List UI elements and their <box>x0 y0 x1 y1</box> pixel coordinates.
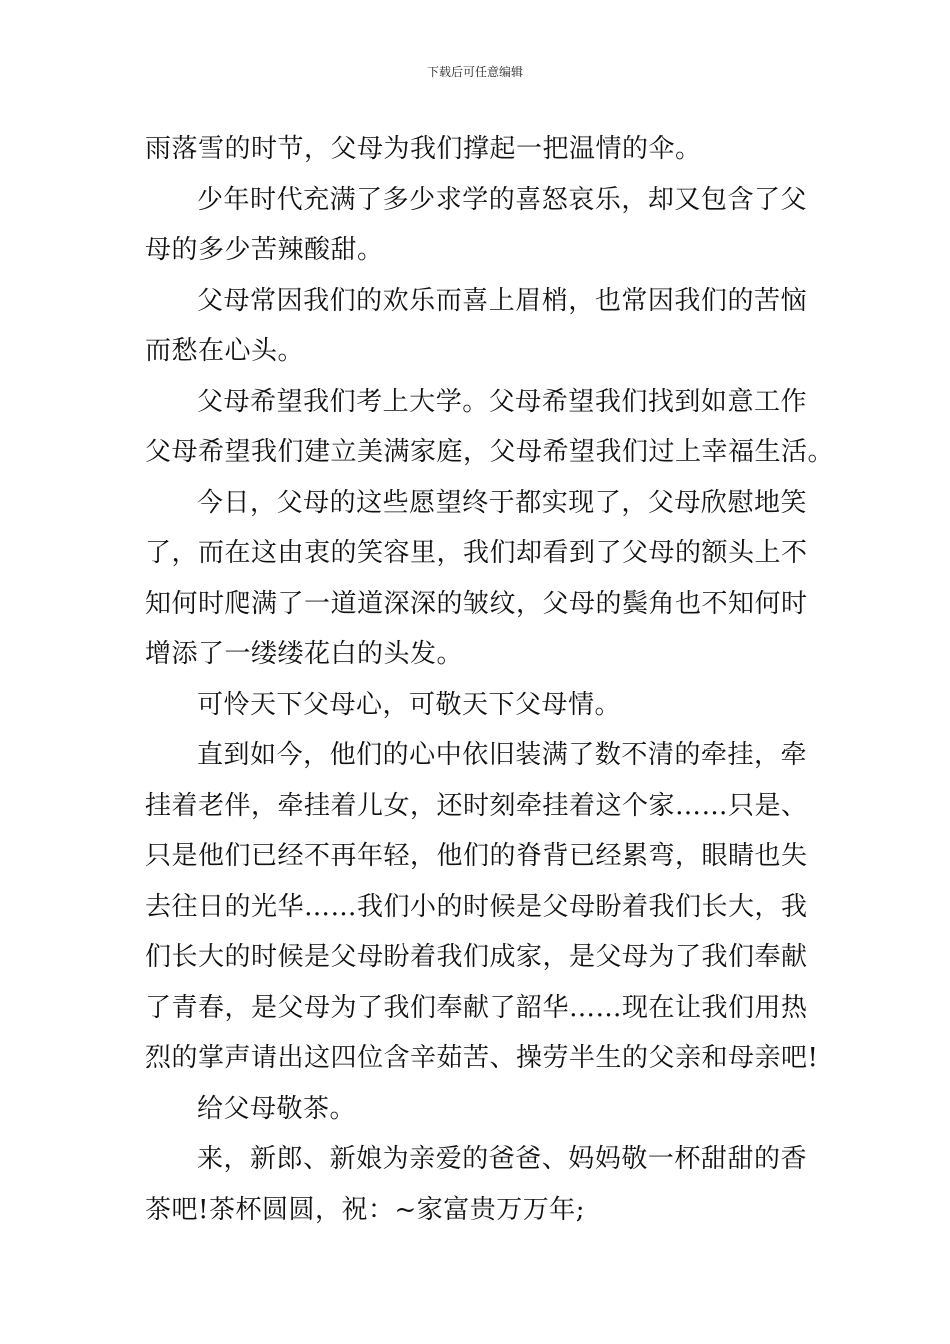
text-line: 去往日的光华……我们小的时候是父母盼着我们长大，我 <box>145 891 808 922</box>
text-line: 直到如今，他们的心中依旧装满了数不清的牵挂，牵 <box>197 740 807 770</box>
text-line: 挂着老伴，牵挂着儿女，还时刻牵挂着这个家……只是、 <box>145 790 808 821</box>
document-body <box>145 124 835 1235</box>
paragraph <box>145 124 807 175</box>
text-line: 来，新郎、新娘为亲爱的爸爸、妈妈敬一杯甜甜的香 <box>197 1144 807 1174</box>
text-line: 了青春，是父母为了我们奉献了韶华……现在让我们用热 <box>145 992 808 1023</box>
text-line: 烈的掌声请出这四位含辛茹苦、操劳半生的父亲和母亲吧! <box>145 1043 819 1073</box>
paragraph <box>145 175 807 276</box>
text-line: 母的多少苦辣酸甜。 <box>145 235 384 265</box>
text-line: 父母常因我们的欢乐而喜上眉梢，也常因我们的苦恼 <box>197 285 807 316</box>
paragraph <box>145 478 807 680</box>
text-line: 父母希望我们考上大学。父母希望我们找到如意工作 <box>197 386 807 417</box>
paragraph <box>145 1084 807 1135</box>
text-line: 父母希望我们建立美满家庭，父母希望我们过上幸福生活。 <box>145 437 835 467</box>
paragraph <box>145 680 807 731</box>
paragraph <box>145 377 835 478</box>
text-line: 而愁在心头。 <box>145 336 305 366</box>
text-line: 了，而在这由衷的笑容里，我们却看到了父母的额头上不 <box>145 538 808 568</box>
paragraph <box>145 730 819 1084</box>
paragraph <box>145 1134 807 1235</box>
page-header: 下载后可任意编辑 <box>426 65 523 79</box>
text-line: 知何时爬满了一道道深深的皱纹，父母的鬓角也不知何时 <box>145 588 808 619</box>
text-line: 增添了一缕缕花白的头发。 <box>145 639 464 669</box>
text-line: 可怜天下父母心，可敬天下父母情。 <box>197 689 622 720</box>
text-line: 茶吧!茶杯圆圆，祝：~家富贵万万年; <box>145 1194 585 1225</box>
text-line: 只是他们已经不再年轻，他们的脊背已经累弯，眼睛也失 <box>145 841 808 871</box>
text-line: 今日，父母的这些愿望终于都实现了，父母欣慰地笑 <box>197 487 807 518</box>
text-line: 少年时代充满了多少求学的喜怒哀乐，却又包含了父 <box>197 184 807 215</box>
text-line: 给父母敬茶。 <box>197 1093 357 1124</box>
paragraph <box>145 276 807 377</box>
text-line: 们长大的时候是父母盼着我们成家，是父母为了我们奉献 <box>145 942 808 972</box>
text-line: 雨落雪的时节，父母为我们撑起一把温情的伞。 <box>145 134 702 164</box>
